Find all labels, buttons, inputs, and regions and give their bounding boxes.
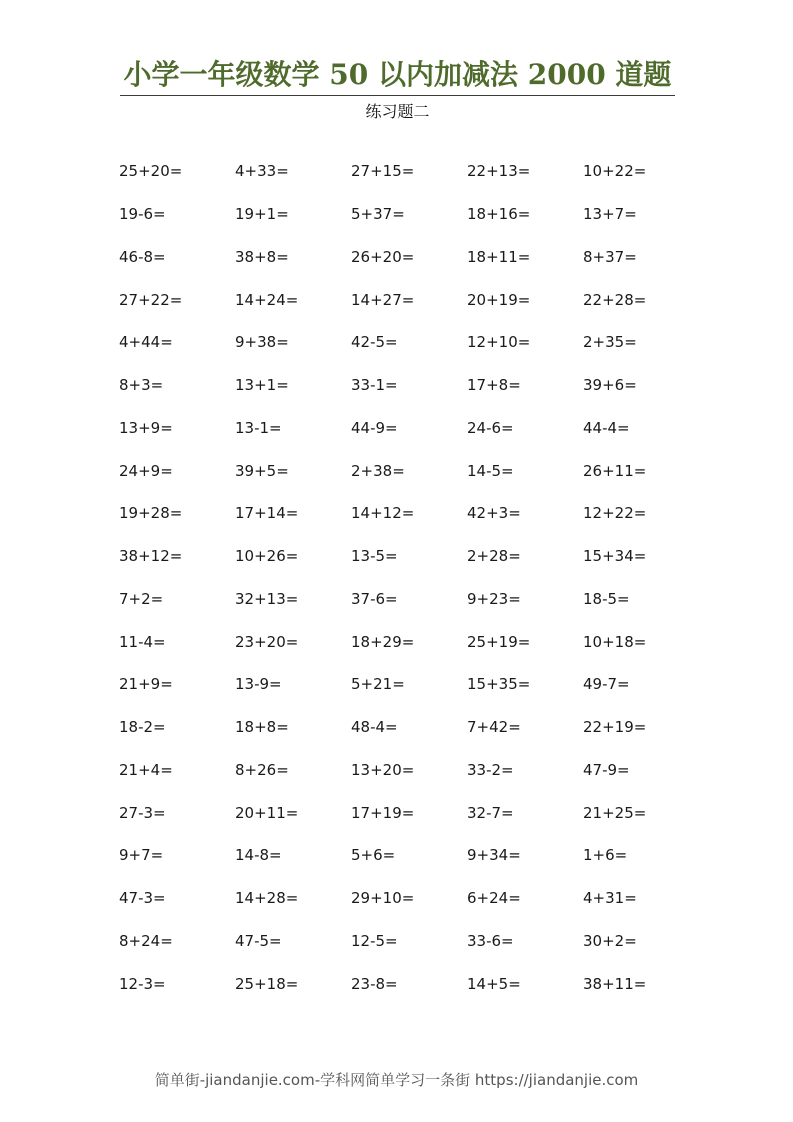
problem-cell: 47-5=: [235, 931, 282, 950]
problem-cell: 20+11=: [235, 803, 299, 822]
problem-cell: 9+34=: [467, 846, 521, 865]
problem-row: [119, 620, 699, 663]
problem-row: [119, 663, 699, 706]
problem-cell: 4+44=: [119, 333, 173, 352]
problem-cell: 5+37=: [351, 205, 405, 224]
problem-cell: 47-3=: [119, 889, 166, 908]
problem-cell: 17+8=: [467, 376, 521, 395]
problem-cell: 2+35=: [583, 333, 637, 352]
problem-row: [119, 749, 699, 792]
title-divider: [120, 95, 675, 96]
problem-row: [119, 877, 699, 920]
problem-cell: 26+20=: [351, 247, 415, 266]
problem-cell: 2+38=: [351, 461, 405, 480]
problem-cell: 9+7=: [119, 846, 164, 865]
problem-cell: 22+19=: [583, 718, 647, 737]
problem-cell: 13-9=: [235, 675, 282, 694]
problem-row: [119, 920, 699, 963]
problem-cell: 18-5=: [583, 589, 630, 608]
page-footer: 简单街-jiandanjie.com-学科网简单学习一条街 https://jiandanjie.com: [154, 1071, 639, 1089]
problem-row: [119, 321, 699, 364]
problem-cell: 13+9=: [119, 418, 173, 437]
problem-cell: 10+26=: [235, 547, 299, 566]
problem-cell: 24+9=: [119, 461, 173, 480]
problem-cell: 6+24=: [467, 889, 521, 908]
problem-cell: 13+20=: [351, 760, 415, 779]
problem-cell: 14-8=: [235, 846, 282, 865]
problem-row: [119, 791, 699, 834]
problem-cell: 14-5=: [467, 461, 514, 480]
problem-cell: 23-8=: [351, 974, 398, 993]
problem-cell: 22+13=: [467, 162, 531, 181]
problem-cell: 19-6=: [119, 205, 166, 224]
problem-row: [119, 834, 699, 877]
problem-cell: 42+3=: [467, 504, 521, 523]
problem-cell: 18+29=: [351, 632, 415, 651]
problem-cell: 21+25=: [583, 803, 647, 822]
problem-cell: 8+24=: [119, 931, 173, 950]
problem-cell: 13-1=: [235, 418, 282, 437]
problem-cell: 14+5=: [467, 974, 521, 993]
problem-cell: 7+2=: [119, 589, 164, 608]
problem-cell: 29+10=: [351, 889, 415, 908]
problem-cell: 39+6=: [583, 376, 637, 395]
problem-row: [119, 578, 699, 621]
problem-row: [119, 535, 699, 578]
problem-cell: 18-2=: [119, 718, 166, 737]
problem-row: [119, 278, 699, 321]
problem-cell: 9+23=: [467, 589, 521, 608]
problem-cell: 14+27=: [351, 290, 415, 309]
problem-row: [119, 492, 699, 535]
problem-cell: 1+6=: [583, 846, 628, 865]
problem-cell: 23+20=: [235, 632, 299, 651]
problem-row: [119, 407, 699, 450]
problem-cell: 12-3=: [119, 974, 166, 993]
problem-cell: 14+28=: [235, 889, 299, 908]
problem-cell: 48-4=: [351, 718, 398, 737]
problem-row: [119, 236, 699, 279]
problem-cell: 8+3=: [119, 376, 164, 395]
problem-cell: 22+28=: [583, 290, 647, 309]
problem-cell: 27-3=: [119, 803, 166, 822]
problem-cell: 38+11=: [583, 974, 647, 993]
problem-cell: 11-4=: [119, 632, 166, 651]
problem-cell: 33-6=: [467, 931, 514, 950]
problem-cell: 14+24=: [235, 290, 299, 309]
problem-cell: 27+22=: [119, 290, 183, 309]
problem-cell: 30+2=: [583, 931, 637, 950]
problem-cell: 44-4=: [583, 418, 630, 437]
problem-row: [119, 364, 699, 407]
problem-cell: 21+4=: [119, 760, 173, 779]
page-subtitle: 练习题二: [365, 102, 430, 121]
problem-cell: 7+42=: [467, 718, 521, 737]
problem-cell: 37-6=: [351, 589, 398, 608]
problem-cell: 25+20=: [119, 162, 183, 181]
problem-cell: 19+28=: [119, 504, 183, 523]
problem-cell: 42-5=: [351, 333, 398, 352]
problem-cell: 12+10=: [467, 333, 531, 352]
problem-cell: 13+1=: [235, 376, 289, 395]
problem-cell: 44-9=: [351, 418, 398, 437]
problem-cell: 5+6=: [351, 846, 396, 865]
problem-cell: 5+21=: [351, 675, 405, 694]
problem-cell: 32+13=: [235, 589, 299, 608]
problem-cell: 4+31=: [583, 889, 637, 908]
problem-cell: 46-8=: [119, 247, 166, 266]
problem-cell: 4+33=: [235, 162, 289, 181]
problem-cell: 10+18=: [583, 632, 647, 651]
problem-row: [119, 150, 699, 193]
problem-cell: 2+28=: [467, 547, 521, 566]
problem-cell: 20+19=: [467, 290, 531, 309]
problem-row: [119, 193, 699, 236]
problem-row: [119, 962, 699, 1005]
problem-cell: 47-9=: [583, 760, 630, 779]
problem-cell: 13-5=: [351, 547, 398, 566]
problem-cell: 19+1=: [235, 205, 289, 224]
problem-cell: 8+37=: [583, 247, 637, 266]
problem-cell: 15+35=: [467, 675, 531, 694]
problem-cell: 39+5=: [235, 461, 289, 480]
problem-cell: 25+19=: [467, 632, 531, 651]
problem-cell: 38+12=: [119, 547, 183, 566]
problem-cell: 38+8=: [235, 247, 289, 266]
problem-cell: 17+19=: [351, 803, 415, 822]
problem-cell: 15+34=: [583, 547, 647, 566]
problem-cell: 26+11=: [583, 461, 647, 480]
problem-cell: 27+15=: [351, 162, 415, 181]
problem-cell: 13+7=: [583, 205, 637, 224]
problem-cell: 12-5=: [351, 931, 398, 950]
page-title: 小学一年级数学 50 以内加减法 2000 道题: [123, 58, 672, 91]
problem-cell: 33-2=: [467, 760, 514, 779]
problem-cell: 49-7=: [583, 675, 630, 694]
problem-cell: 21+9=: [119, 675, 173, 694]
problem-row: [119, 449, 699, 492]
problem-cell: 18+16=: [467, 205, 531, 224]
problem-cell: 8+26=: [235, 760, 289, 779]
problem-cell: 9+38=: [235, 333, 289, 352]
problem-cell: 12+22=: [583, 504, 647, 523]
problem-cell: 18+8=: [235, 718, 289, 737]
problem-grid: [119, 150, 699, 1005]
problem-cell: 10+22=: [583, 162, 647, 181]
problem-cell: 32-7=: [467, 803, 514, 822]
problem-cell: 33-1=: [351, 376, 398, 395]
problem-cell: 14+12=: [351, 504, 415, 523]
problem-cell: 25+18=: [235, 974, 299, 993]
problem-cell: 24-6=: [467, 418, 514, 437]
problem-cell: 17+14=: [235, 504, 299, 523]
problem-row: [119, 706, 699, 749]
problem-cell: 18+11=: [467, 247, 531, 266]
